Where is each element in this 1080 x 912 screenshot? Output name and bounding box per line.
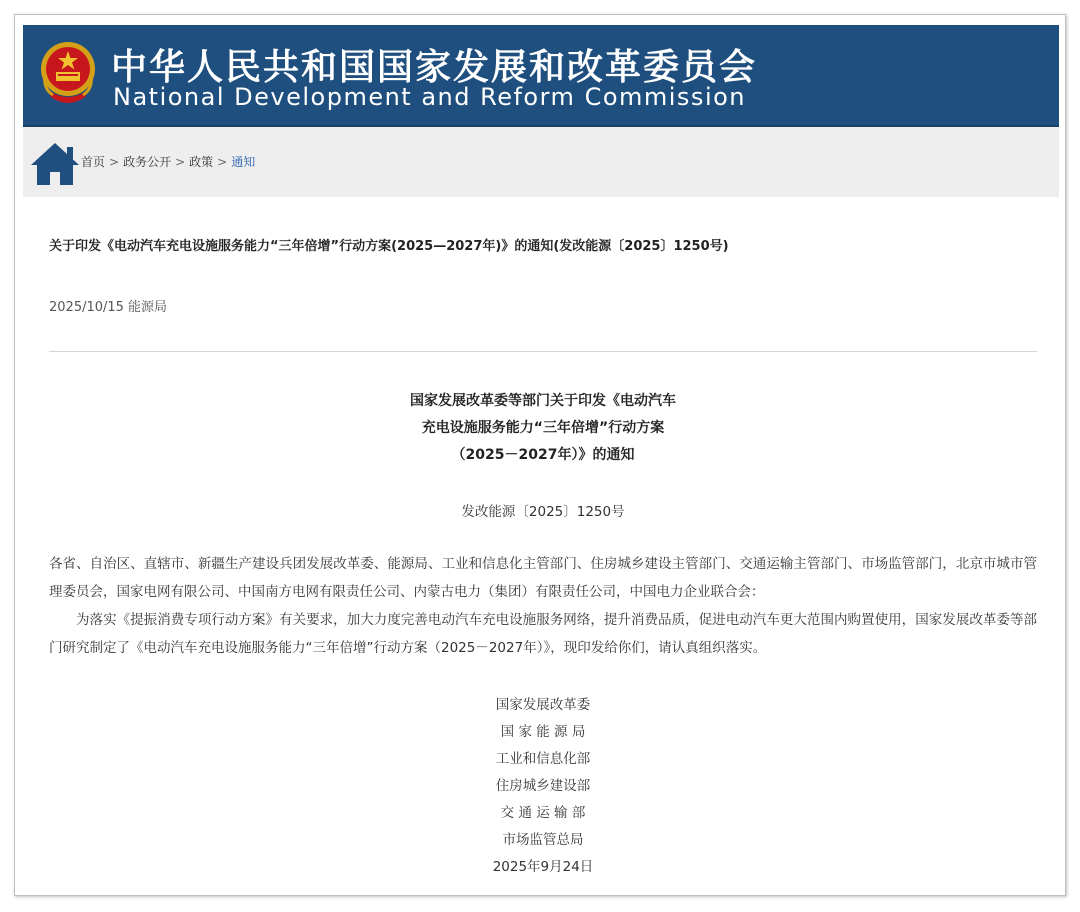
document-heading-line-2: 充电设施服务能力“三年倍增”行动方案 <box>421 420 665 436</box>
signatory-mot: 交 通 运 输 部 <box>500 805 586 821</box>
breadcrumb-separator: > <box>217 155 228 169</box>
breadcrumb-separator: > <box>175 155 186 169</box>
breadcrumb-separator: > <box>109 155 120 169</box>
document-number: 发改能源〔2025〕1250号 <box>461 504 625 520</box>
signatory-mohurd: 住房城乡建设部 <box>495 778 591 794</box>
breadcrumb <box>81 153 255 170</box>
breadcrumb-home[interactable]: 首页 <box>81 155 106 169</box>
screenshot-frame <box>14 14 1066 896</box>
article-meta: 2025/10/15 能源局 <box>49 300 168 315</box>
home-icon[interactable] <box>29 141 81 187</box>
document-date: 2025年9月24日 <box>492 859 594 875</box>
national-emblem-icon[interactable] <box>37 39 99 105</box>
addressee-paragraph: 各省、自治区、直辖市、新疆生产建设兵团发展改革委、能源局、工业和信息化主管部门、住房城乡建设主管部门、交通运输主管部门、市场监管部门，北京市城市管理委员会，国家电网有限公司、中国南方电网有限责任公司、内蒙古电力（集团）有限责任公司，中国电力企业联合会： <box>49 556 1037 600</box>
signatory-ndrc: 国家发展改革委 <box>495 697 591 713</box>
site-title-chinese[interactable]: 中华人民共和国国家发展和改革委员会 <box>111 47 758 88</box>
breadcrumb-notice[interactable]: 通知 <box>231 155 256 169</box>
breadcrumb-policy[interactable]: 政策 <box>189 155 214 169</box>
divider <box>49 351 1037 352</box>
signatory-miit: 工业和信息化部 <box>495 751 591 767</box>
document-heading-line-3: （2025－2027年）》的通知 <box>451 447 635 463</box>
breadcrumb-bar <box>23 127 1059 197</box>
breadcrumb-government-affairs[interactable]: 政务公开 <box>123 155 172 169</box>
site-title-english[interactable]: National Development and Reform Commission <box>113 83 746 111</box>
signatory-nea: 国 家 能 源 局 <box>500 724 586 740</box>
article-title: 关于印发《电动汽车充电设施服务能力“三年倍增”行动方案(2025—2027年)》的通知(发改能源〔2025〕1250号) <box>49 239 729 254</box>
body-paragraph: 为落实《提振消费专项行动方案》有关要求，加大力度完善电动汽车充电设施服务网络，提升消费品质，促进电动汽车更大范围内购置使用，国家发展改革委等部门研究制定了《电动汽车充电设施服务能力“三年倍增”行动方案（2025－2027年）》，现印发给你们，请认真组织落实。 <box>49 612 1037 656</box>
signatory-samr: 市场监管总局 <box>502 832 584 848</box>
site-header-banner <box>23 25 1059 127</box>
document-heading-line-1: 国家发展改革委等部门关于印发《电动汽车 <box>410 393 676 409</box>
